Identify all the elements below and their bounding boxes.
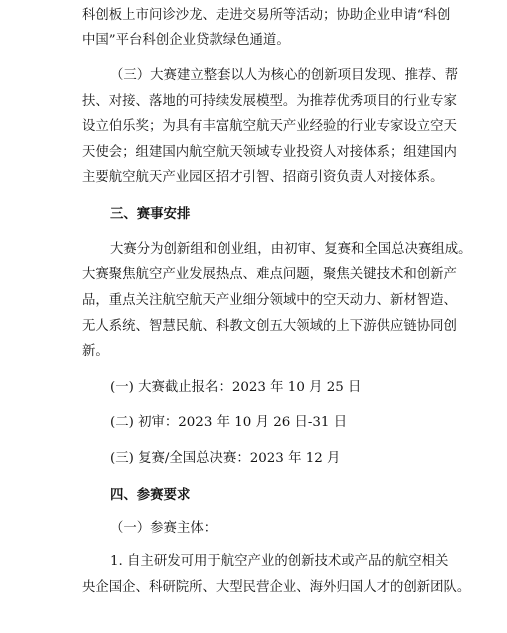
schedule-item: (二) 初审：2023 年 10 月 26 日-31 日 bbox=[110, 415, 348, 430]
paragraph-line: （三）大赛建立整套以人为核心的创新项目发现、推荐、帮 bbox=[110, 68, 459, 83]
paragraph-line: 主要航空航天产业园区招才引智、招商引资负责人对接体系。 bbox=[82, 170, 444, 185]
paragraph-line: 品，重点关注航空航天产业细分领域中的空天动力、新材智造、 bbox=[82, 293, 457, 308]
paragraph-line: 天使会；组建国内航空航天领域专业投资人对接体系；组建国内 bbox=[82, 145, 457, 160]
paragraph-line: 新。 bbox=[82, 344, 109, 359]
paragraph-line: 中国”平台科创企业贷款绿色通道。 bbox=[82, 33, 290, 48]
section-heading: 三、赛事安排 bbox=[110, 206, 191, 222]
paragraph-line: 1. 自主研发可用于航空产业的创新技术或产品的航空相关 bbox=[110, 554, 449, 569]
section-heading: 四、参赛要求 bbox=[110, 487, 191, 503]
paragraph-line: 大赛分为创新组和创业组，由初审、复赛和全国总决赛组成。 bbox=[110, 242, 472, 257]
schedule-item: (一) 大赛截止报名：2023 年 10 月 25 日 bbox=[110, 380, 362, 395]
paragraph-line: 扶、对接、落地的可持续发展模型。为推荐优秀项目的行业专家 bbox=[82, 94, 457, 109]
paragraph-line: 央企国企、科研院所、大型民营企业、海外归国人才的创新团队。 bbox=[82, 580, 471, 595]
subsection-heading: （一）参赛主体： bbox=[110, 521, 218, 536]
paragraph-line: 科创板上市问诊沙龙、走进交易所等活动；协助企业申请“科创 bbox=[82, 8, 451, 23]
paragraph-line: 无人系统、智慧民航、科教文创五大领域的上下游供应链协同创 bbox=[82, 319, 457, 334]
paragraph-line: 设立伯乐奖；为具有丰富航空航天产业经验的行业专家设立空天 bbox=[82, 119, 457, 134]
schedule-item: (三) 复赛/全国总决赛：2023 年 12 月 bbox=[110, 451, 341, 466]
paragraph-line: 大赛聚焦航空产业发展热点、难点问题，聚焦关键技术和创新产 bbox=[82, 267, 457, 282]
